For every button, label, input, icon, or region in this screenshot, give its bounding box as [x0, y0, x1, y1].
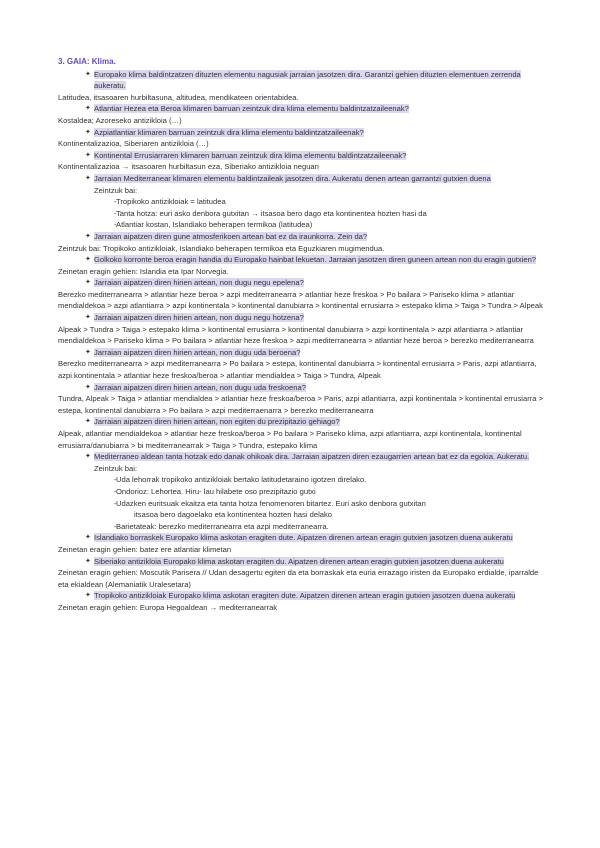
bullet-icon: ✦ [85, 128, 91, 136]
question-item [58, 347, 544, 359]
question-text: Atlantiar Hezea eta Beroa klimaren barruan zeintzuk dira klima elementu baldintzatzaileenak? [94, 104, 409, 114]
bullet-icon: ✦ [85, 557, 91, 565]
question-item [58, 173, 544, 185]
question-text: Jarraian Mediterranear klimaren elementu baldintzaileak jasotzen dira. Aukeratu denen artean garrantzi gutxien duena [94, 173, 491, 183]
bullet-icon: ✦ [85, 174, 91, 182]
answer-text: Kostaldea; Azoreseko antizikloia (…) [58, 115, 182, 125]
question-item [58, 231, 544, 243]
bullet-icon: ✦ [85, 348, 91, 356]
answer-text: Berezko mediterranearra > azpi mediterranearra > Po bailara > estepa, kontinental danubiarra > kontinental errusiarra > Paris, azpi atlantiarra, azpi kontinentala > atlantiar heze freskoa/beroa > atlantiar mendialdea > Taiga > Tundra, Alpeak [58, 359, 537, 381]
question-item [58, 532, 544, 544]
bullet-icon: ✦ [85, 534, 91, 542]
sub-heading: Zeintzuk bai: [94, 463, 138, 473]
bullet-icon: ✦ [85, 279, 91, 287]
answer-text: Alpeak > Tundra > Taiga > estepako klima > kontinental errusiarra > kontinental danubiarra > azpi kontinentala > azpi atlantiarra > atlantiar mendialdekoa > Pariseko klima > Po bailara > atlantiar heze freskoa > azpi mediterranearra > atlantiar heze beroa > berezko mediterranearra [58, 324, 534, 346]
dash-item-text: Tanta hotza: euri asko denbora gutxitan → itsasoa bero dago eta kontinentea hozten hasi da [116, 208, 427, 218]
question-text: Azpiatlantiar klimaren barruan zeintzuk dira klima elementu baldintzatzaileenak? [94, 127, 364, 137]
bullet-icon: ✦ [85, 70, 91, 78]
bullet-icon: ✦ [85, 105, 91, 113]
question-text: Mediterraneo aldean tanta hotzak edo danak ohikoak dira. Jarraian aipatzen diren ezaugarrien artean bat ez da egokia. Aukeratu. [94, 452, 530, 462]
answer-text: Latitudea, itsasoaren hurbiltasuna, altitudea, mendikateen orientabidea. [58, 92, 299, 102]
question-item [58, 254, 544, 266]
question-item [58, 382, 544, 394]
dash-item-text: Tropikoko antizikloiak = latitudea [116, 197, 226, 207]
dash-list-item [58, 486, 544, 498]
dash-marker: - [114, 220, 117, 230]
dash-marker: - [114, 197, 117, 207]
dash-item-text: Udazken euritsuak ekaitza eta tanta hotza fenomenoren bitartez. Euri asko denbora gutxitan [116, 498, 426, 508]
bullet-icon: ✦ [85, 592, 91, 600]
bullet-icon: ✦ [85, 418, 91, 426]
question-item [58, 312, 544, 324]
dash-list-item [58, 208, 544, 220]
question-text: Tropikoko antizikloiak Europako klima askotan eragiten dute. Aipatzen direnen artean eragin gutxien jasotzen duena aukeratu [94, 591, 516, 601]
dash-marker: - [114, 498, 117, 508]
page-title: 3. GAIA: Klima. [58, 57, 116, 66]
bullet-icon: ✦ [85, 256, 91, 264]
question-text: Kontinental Errusiarraren klimaren barruan zeintzuk dira klima elementu baldintzatzaileenak? [94, 150, 407, 160]
answer-text: Zeinetan eragin gehien: batez ere atlantiar klimetan [58, 544, 232, 554]
content-blocks [58, 69, 544, 614]
question-text: Jarraian aipatzen diren hirien artean, non dugu uda beroena? [94, 347, 301, 357]
dash-item-text: Uda lehorrak tropikoko antizikloiak bertako latitudetaraino igotzen direlako. [116, 475, 367, 485]
dash-list-item [58, 219, 544, 231]
document-page [58, 56, 544, 614]
question-text: Jarraian aipatzen diren hirien artean, non dugu negu hotzena? [94, 313, 304, 323]
dash-list-item [58, 474, 544, 486]
dash-item-text: Atlantiar kostan, Islandiako beherapen termikoa (latitudea) [116, 220, 313, 230]
question-item [58, 127, 544, 139]
dash-item-text: Ondorioz: Lehortea. Hiru- lau hilabete oso prezipitazio gutxi [116, 486, 316, 496]
answer-text: Tundra, Alpeak > Taiga > atlantiar mendialdea > atlantiar heze freskoa/beroa > Paris, azpi atlantiarra, azpi kontinentala > kontinental errusiarra > estepa, kontinental danubiarra > Po bailara > azpi mediterraenarra > berezko mediterranearra [58, 394, 544, 415]
answer-text: Berezko mediterranearra > atlantiar heze beroa > azpi mediterranearra > atlantiar heze freskoa > Po bailara > Pariseko klima > atlantiar mendialdekoa > azpi atlantiarra > azpi kontinentala > kontinental danubiarra > kontinental errusiarra > estepako klima > Taiga > Tundra > Alpeak [58, 289, 543, 311]
question-text: Siberiako antizikloia Europako klima askotan eragiten du. Aipatzen direnen artean eragin gutxien jasotzen duena aukeratu [94, 556, 504, 566]
question-text: Islandiako borraskek Europako klima askotan eragiten dute. Aipatzen direnen artean eragin gutxien jasotzen duena aukeratu [94, 533, 513, 543]
question-text: Golkoko korronte beroa eragin handia du Europako hainbat lekuetan. Jarraian jasotzen diren guneen artean non du eragin gutxien? [94, 255, 537, 265]
dash-marker: - [114, 486, 117, 496]
question-text: Jarraian aipatzen diren hirien artean, non dugu negu epelena? [94, 278, 304, 288]
dash-marker: - [114, 475, 117, 485]
dash-item-text: Barietateak: berezko mediterranearra eta azpi mediterranearra. [116, 521, 329, 531]
answer-text: Zeinetan eragin gehien: Moscutik Parisera // Udan desagertu egiten da eta borraskak eta euria errazago iristen da Europako erdialde, iparralde eta ekialdean (Alemaniatik Uralesetara) [58, 568, 539, 589]
answer-text: Zeinetan eragin gehien: Europa Hegoaldean → mediterranearrak [58, 602, 278, 612]
bullet-icon: ✦ [85, 232, 91, 240]
dash-marker: - [114, 521, 117, 531]
question-item [58, 556, 544, 568]
bullet-icon: ✦ [85, 383, 91, 391]
dash-list-item [58, 196, 544, 208]
bullet-icon: ✦ [85, 151, 91, 159]
question-item [58, 451, 544, 463]
answer-text: Zeinetan eragin gehien: Islandia eta Ipar Norvegia. [58, 266, 229, 276]
question-item [58, 69, 544, 92]
bullet-icon: ✦ [85, 453, 91, 461]
answer-text: Alpeak, atlantiar mendialdekoa > atlantiar heze freskoa/beroa > Po bailara > Pariseko klima, azpi atlantiarra, azpi kontinentala, kontinental errusiarra/danubiarra > bi mediterranearrak > Taiga > Tundra, estepako klima [58, 429, 522, 450]
answer-text: Zeintzuk bai: Tropikoko antizikloiak, Islandiako beherapen termikoa eta Eguzkiaren mugimendua. [58, 243, 385, 253]
dash-list-item [58, 521, 544, 533]
question-text: Jarraian aipatzen diren hirien artean, non dugu uda freskoena? [94, 382, 306, 392]
question-item [58, 150, 544, 162]
question-text: Jarraian aipatzen diren gune atmosferikoen artean bat ez da iraunkorra. Zein da? [94, 231, 368, 241]
answer-text: Kontinentalizazioa → itsasoaren hurbiltasun eza, Siberiako antizikloia neguan [58, 162, 319, 172]
sub-heading: Zeintzuk bai: [94, 185, 138, 195]
question-text: Europako klima baldintzatzen dituzten elementu nagusiak jarraian jasotzen dira. Garantzi gehien dituzten elementuen zerrenda aukeratu. [94, 69, 521, 91]
answer-text: Kontinentalizazioa, Siberiaren antizikloia (…) [58, 139, 209, 149]
dash-marker: - [114, 208, 117, 218]
question-item [58, 590, 544, 602]
question-text: Jarraian aipatzen diren hirien artean, non egiten du prezipitazio gehiago? [94, 417, 340, 427]
question-item [58, 103, 544, 115]
dash-list-continuation: itsasoa bero dagoelako eta kontinentea hozten hasi delako [134, 510, 333, 520]
bullet-icon: ✦ [85, 314, 91, 322]
question-item [58, 277, 544, 289]
dash-list-item [58, 498, 544, 510]
question-item [58, 416, 544, 428]
